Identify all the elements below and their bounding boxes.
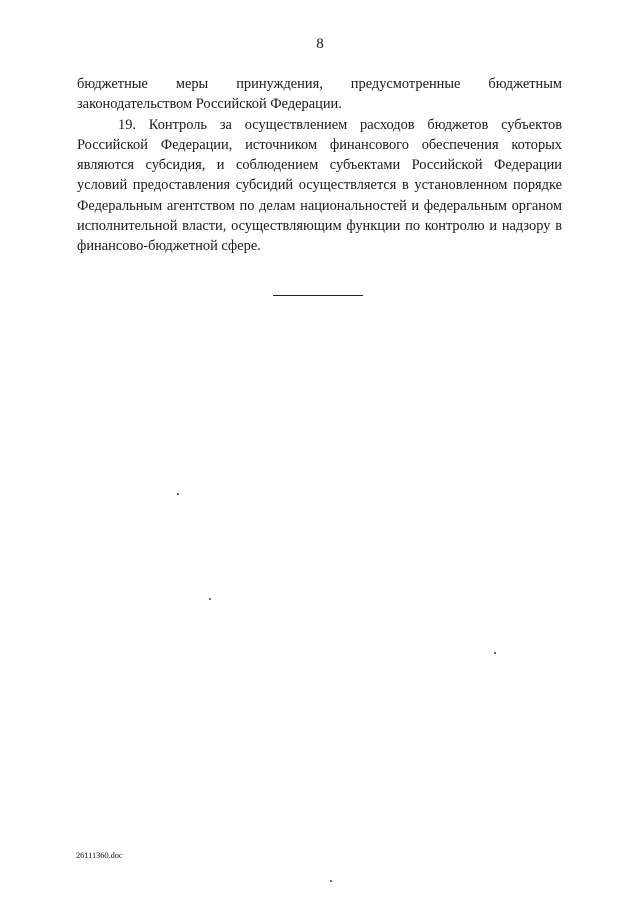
scan-speck: [330, 880, 332, 882]
scan-speck: [494, 652, 496, 654]
paragraph-continuation: бюджетные меры принуждения, предусмотренные бюджетным законодательством Российской Федерации.: [77, 76, 562, 113]
paragraph-item-19: 19. Контроль за осуществлением расходов бюджетов субъектов Российской Федерации, источником финансового обеспечения которых являются субсидия, и соблюдением субъектами Российской Федерации условий предоставления субсидий осуществляется в установленном порядке Федеральным агентством по делам национальностей и федеральным органом исполнительной власти, осуществляющим функции по контролю и надзору в финансово-бюджетной сфере.: [77, 116, 562, 255]
end-of-text-separator: [273, 295, 363, 296]
scan-speck: [209, 598, 211, 600]
scan-speck: [177, 493, 179, 495]
document-body: [77, 74, 562, 257]
page-number: 8: [316, 36, 324, 52]
file-name-footer: 26111360.doc: [76, 850, 123, 860]
